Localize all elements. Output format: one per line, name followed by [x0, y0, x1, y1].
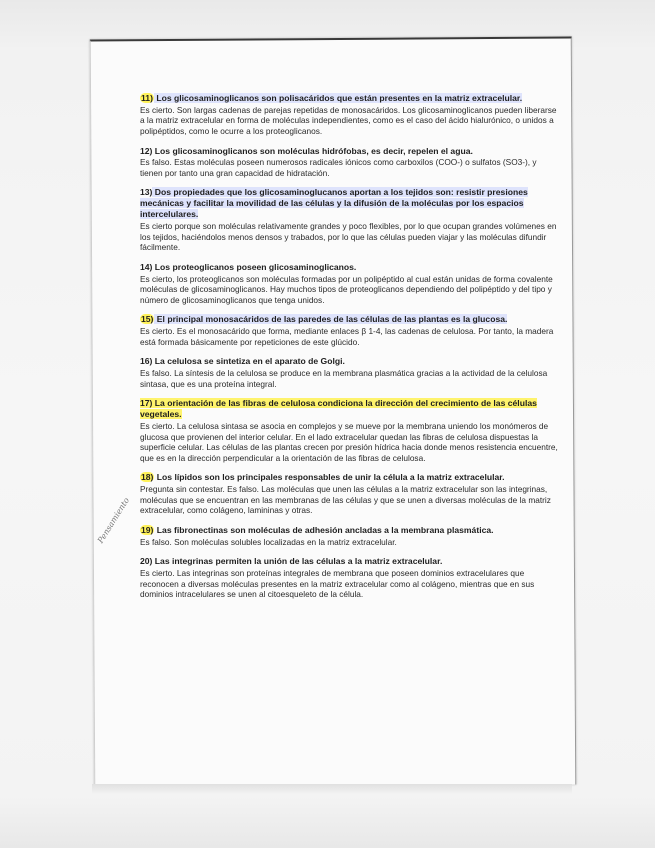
question-answer: Es cierto. Las integrinas son proteínas integrales de membrana que poseen dominios extracelulares que reconocen a diversas moléculas presentes en la matriz extracelular como al colágeno, mientras que en sus dominios intracelulares se unen al citoesqueleto de la célula. — [140, 568, 535, 600]
question-title — [140, 398, 558, 420]
question-item-11 — [140, 93, 558, 137]
question-item-12 — [140, 146, 558, 179]
question-number: 11) — [141, 93, 153, 103]
questions-list — [140, 93, 558, 609]
question-statement: Las integrinas permiten la unión de las células a la matriz extracelular. — [152, 556, 443, 567]
question-answer: Es cierto. Es el monosacárido que forma, mediante enlaces β 1-4, las cadenas de celulosa. Por tanto, la madera está formada básicamente por repeticiones de este glúcido. — [140, 326, 554, 347]
question-answer: Es falso. La síntesis de la celulosa se produce en la membrana plasmática gracias a la actividad de la celulosa sintasa, que es una proteína integral. — [140, 368, 548, 389]
question-title — [140, 472, 558, 483]
question-item-18 — [140, 472, 558, 516]
question-answer: Es cierto. La celulosa sintasa se asocia en complejos y se mueve por la membrana uniendo los monómeros de glucosa que provienen del interior celular. En el lado extracelular quedan las fibras de celulosa dispuestas la superficie celular. Las células de las plantas crecen por presión hídrica hacia donde menos resistencia encuentre, que es en la dirección perpendicular a la orientación de las fibras de celulosa. — [140, 421, 558, 463]
question-statement: Los glicosaminoglicanos son moléculas hidrófobas, es decir, repelen el agua. — [152, 145, 473, 156]
question-item-17 — [140, 398, 558, 463]
question-statement: La orientación de las fibras de celulosa condiciona la dirección del crecimiento de las células vegetales. — [140, 398, 537, 420]
question-statement: El principal monosacáridos de las paredes de las células de las plantas es la glucosa. — [154, 314, 508, 325]
question-title — [140, 314, 558, 325]
question-number: 19) — [141, 524, 154, 535]
question-number: 17) — [140, 398, 153, 409]
question-answer: Es falso. Estas moléculas poseen numerosos radicales iónicos como carboxilos (COO-) o sulfatos (SO3-), y tienen por tanto una gran capacidad de hidratación. — [140, 157, 537, 178]
question-answer: Es cierto, los proteoglicanos son moléculas formadas por un polipéptido al cual están unidas de forma covalente moléculas de glicosaminoglicanos. Hay muchos tipos de proteoglicanos dependiendo del polipéptido y del tipo y número de glicosaminoglicanos que tenga unidos. — [140, 273, 553, 305]
question-statement: Los proteoglicanos poseen glicosaminoglicanos. — [152, 261, 357, 272]
question-title — [140, 525, 558, 536]
question-answer: Es falso. Son moléculas solubles localizadas en la matriz extracelular. — [140, 536, 397, 547]
question-number: 15) — [141, 314, 154, 325]
question-number: 18) — [141, 472, 154, 483]
question-number: 14) — [140, 261, 153, 272]
question-statement: Dos propiedades que los glicosaminoglucanos aportan a los tejidos son: resistir presiones mecánicas y facilitar la movilidad de las células y la difusión de la moléculas por los espacios intercelulares. — [140, 187, 528, 220]
question-item-19 — [140, 525, 558, 547]
question-answer: Pregunta sin contestar. Es falso. Las moléculas que unen las células a la matriz extracelular son las integrinas, moléculas que se encuentran en las membranas de las células y que se unen a diversas moléculas de la matriz extracelular, como colágeno, lamininas y otras. — [140, 484, 551, 516]
question-title — [140, 356, 558, 367]
question-item-13 — [140, 187, 558, 252]
question-item-16 — [140, 356, 558, 389]
question-item-15 — [140, 314, 558, 347]
paper-bottom-edge — [92, 784, 572, 794]
question-statement: La celulosa se sintetiza en el aparato de Golgi. — [152, 356, 345, 367]
question-statement: Los lípidos son los principales responsables de unir la célula a la matriz extracelular. — [154, 472, 505, 483]
question-number: 20) — [140, 556, 153, 567]
question-statement: Las fibronectinas son moléculas de adhesión ancladas a la membrana plasmática. — [154, 524, 494, 535]
question-title — [140, 556, 558, 567]
question-statement: Los glicosaminoglicanos son polisacáridos que están presentes en la matriz extracelular. — [153, 93, 523, 103]
question-number: 16) — [140, 356, 153, 367]
question-title — [140, 146, 558, 157]
question-answer: Es cierto. Son largas cadenas de parejas repetidas de monosacáridos. Los glicosaminoglicanos pueden liberarse a la matriz extracelular en forma de moléculas independientes, como es el caso del ácido hialurónico, o unidos a polipéptidos, como le ocurre a los proteoglicanos. — [140, 104, 557, 136]
question-item-20 — [140, 556, 558, 600]
question-number: 13) — [140, 187, 153, 198]
question-title — [140, 187, 558, 220]
handwritten-margin-note: Pensamiento — [96, 496, 132, 545]
question-number: 12) — [140, 145, 153, 156]
question-answer: Es cierto porque son moléculas relativamente grandes y poco flexibles, por lo que ocupan grandes volúmenes en los tejidos, haciéndolos menos densos y trabados, por lo que las células pueden viajar y las moléculas difundir fácilmente. — [140, 221, 557, 253]
question-title — [140, 262, 558, 273]
question-item-14 — [140, 262, 558, 306]
question-title — [140, 93, 558, 104]
